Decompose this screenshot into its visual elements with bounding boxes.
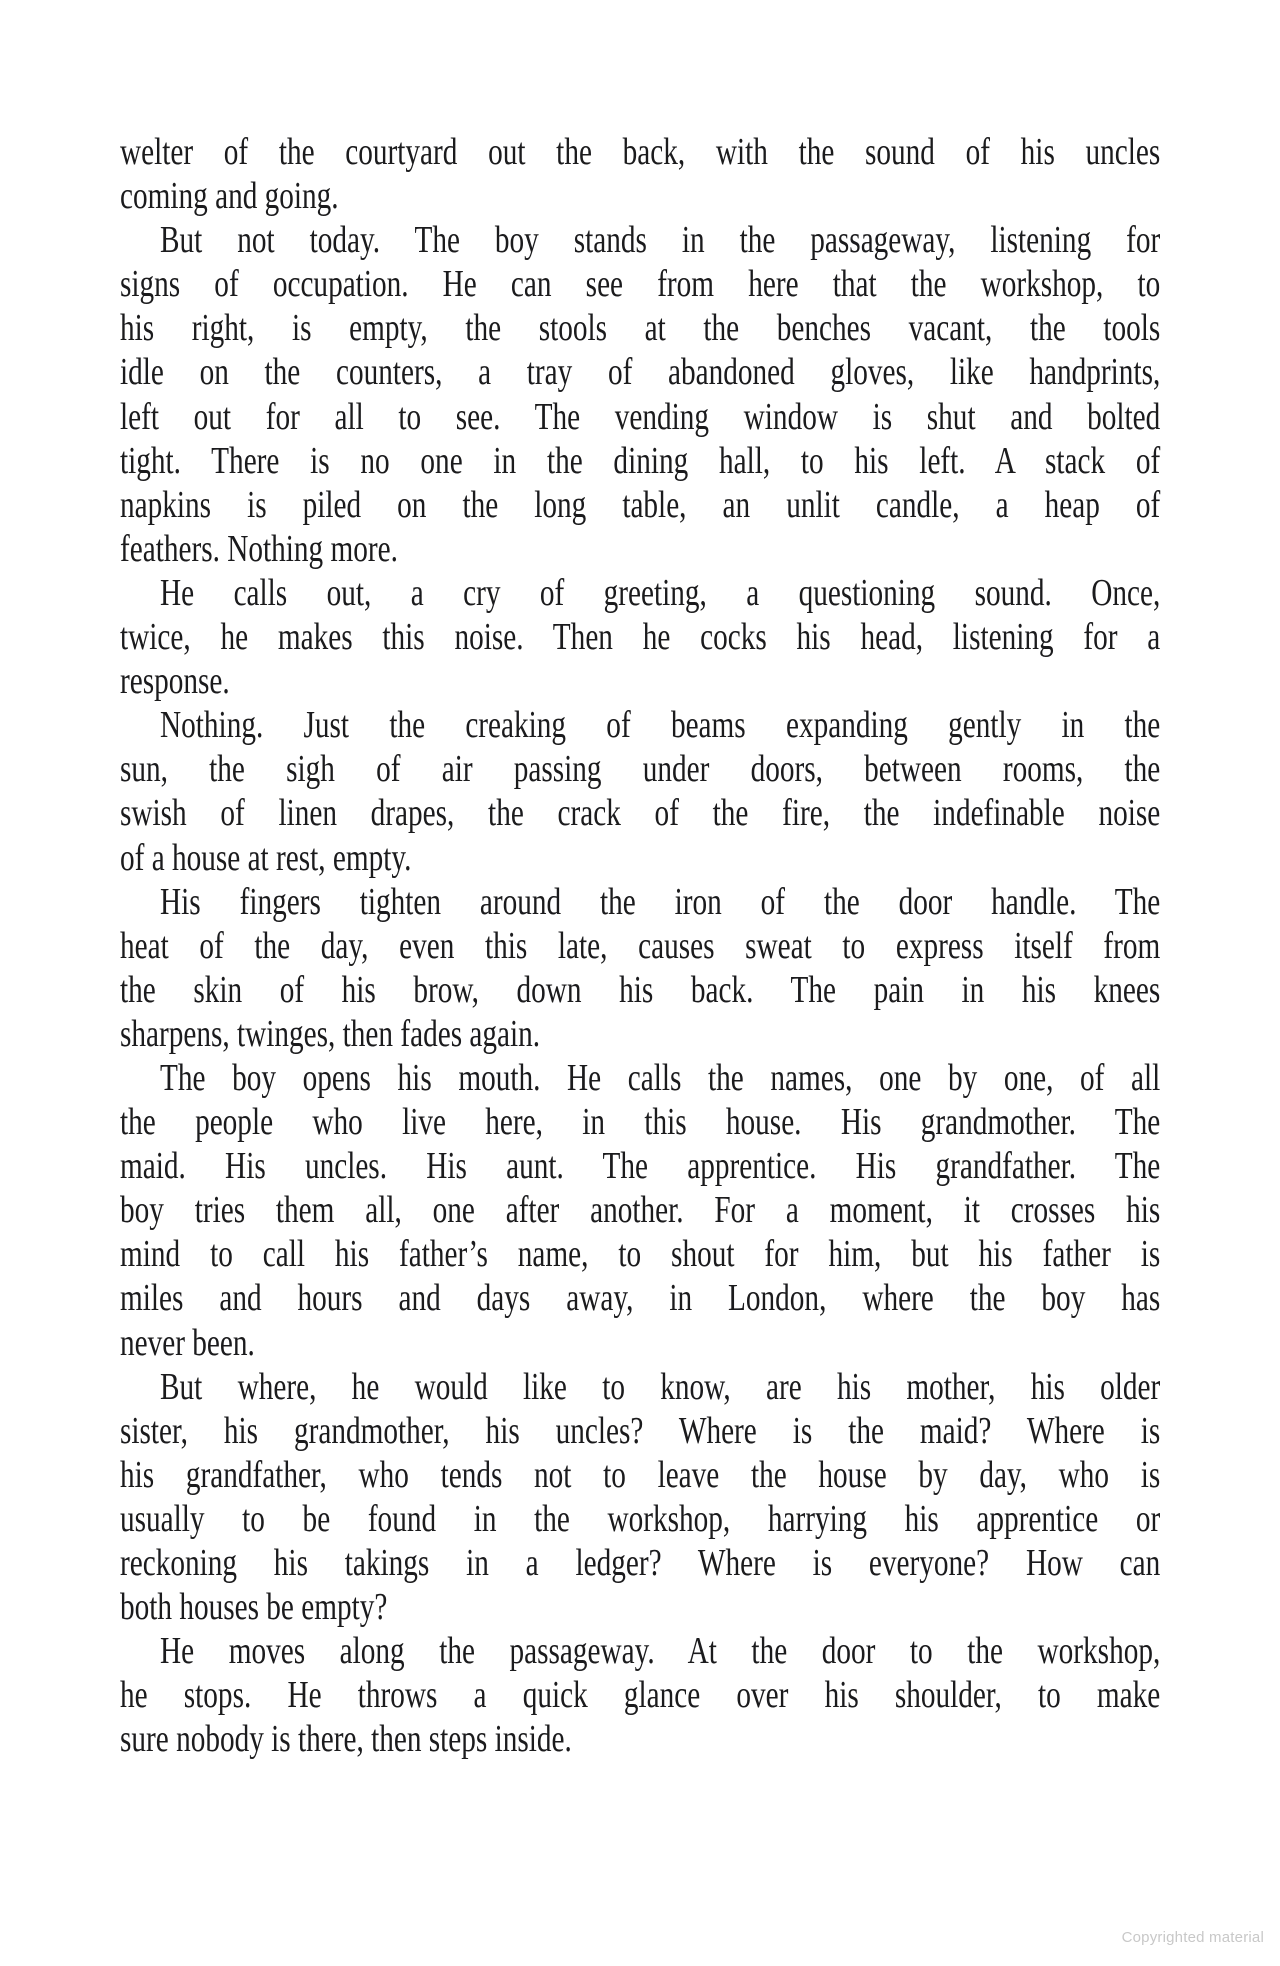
text-line: signs of occupation. He can see from here that the workshop, to [120,263,1161,306]
text-line: usually to be found in the workshop, harrying his apprentice or [120,1497,1161,1540]
text-line: his grandfather, who tends not to leave the house by day, who is [120,1453,1161,1496]
paragraph [120,1365,1160,1630]
text-line: idle on the counters, a tray of abandoned gloves, like handprints, [120,351,1161,394]
text-line: of a house at rest, empty. [120,836,412,879]
paragraph [120,571,1160,703]
text-line: welter of the courtyard out the back, with the sound of his uncles [120,131,1161,173]
text-line: sister, his grandmother, his uncles? Where is the maid? Where is [120,1409,1161,1452]
text-line: he stops. He throws a quick glance over his shoulder, to make [120,1674,1161,1717]
text-line: left out for all to see. The vending window is shut and bolted [120,395,1161,438]
text-line: response. [120,660,230,703]
paragraph [120,1056,1160,1365]
text-line: boy tries them all, one after another. For a moment, it crosses his [120,1189,1161,1232]
text-line: sun, the sigh of air passing under doors, between rooms, the [120,748,1161,791]
text-line: sure nobody is there, then steps inside. [120,1718,572,1761]
text-line: But where, he would like to know, are his mother, his older [160,1365,1161,1408]
text-line: He calls out, a cry of greeting, a questioning sound. Once, [160,571,1161,614]
text-line: both houses be empty? [120,1586,388,1629]
text-line: But not today. The boy stands in the passageway, listening for [160,219,1161,262]
text-line: heat of the day, even this late, causes sweat to express itself from [120,924,1161,967]
paragraph [120,703,1160,879]
text-line: maid. His uncles. His aunt. The apprentice. His grandfather. The [120,1145,1161,1188]
text-line: Nothing. Just the creaking of beams expanding gently in the [160,704,1161,747]
text-line: the people who live here, in this house. His grandmother. The [120,1101,1161,1144]
text-line: swish of linen drapes, the crack of the fire, the indefinable noise [120,792,1161,835]
text-line: the skin of his brow, down his back. The pain in his knees [120,968,1161,1011]
paragraph [120,880,1160,1056]
paragraph [120,130,1160,218]
text-line: His fingers tighten around the iron of the door handle. The [160,880,1161,923]
text-line: never been. [120,1321,255,1364]
text-line: The boy opens his mouth. He calls the names, one by one, of all [160,1056,1161,1099]
page-text-block [120,130,1160,1761]
text-line: napkins is piled on the long table, an unlit candle, a heap of [120,483,1161,526]
text-line: tight. There is no one in the dining hall, to his left. A stack of [120,439,1161,482]
text-line: He moves along the passageway. At the door to the workshop, [160,1630,1161,1673]
text-line: feathers. Nothing more. [120,527,398,570]
text-line: twice, he makes this noise. Then he cocks his head, listening for a [120,616,1161,659]
paragraph [120,218,1160,571]
text-line: his right, is empty, the stools at the benches vacant, the tools [120,307,1161,350]
text-line: sharpens, twinges, then fades again. [120,1012,541,1055]
text-line: mind to call his father’s name, to shout for him, but his father is [120,1233,1161,1276]
text-line: coming and going. [120,175,339,218]
copyright-notice: Copyrighted material [1121,1929,1264,1946]
text-line: reckoning his takings in a ledger? Where is everyone? How can [120,1542,1161,1584]
paragraph [120,1629,1160,1761]
text-line: miles and hours and days away, in London, where the boy has [120,1277,1161,1320]
